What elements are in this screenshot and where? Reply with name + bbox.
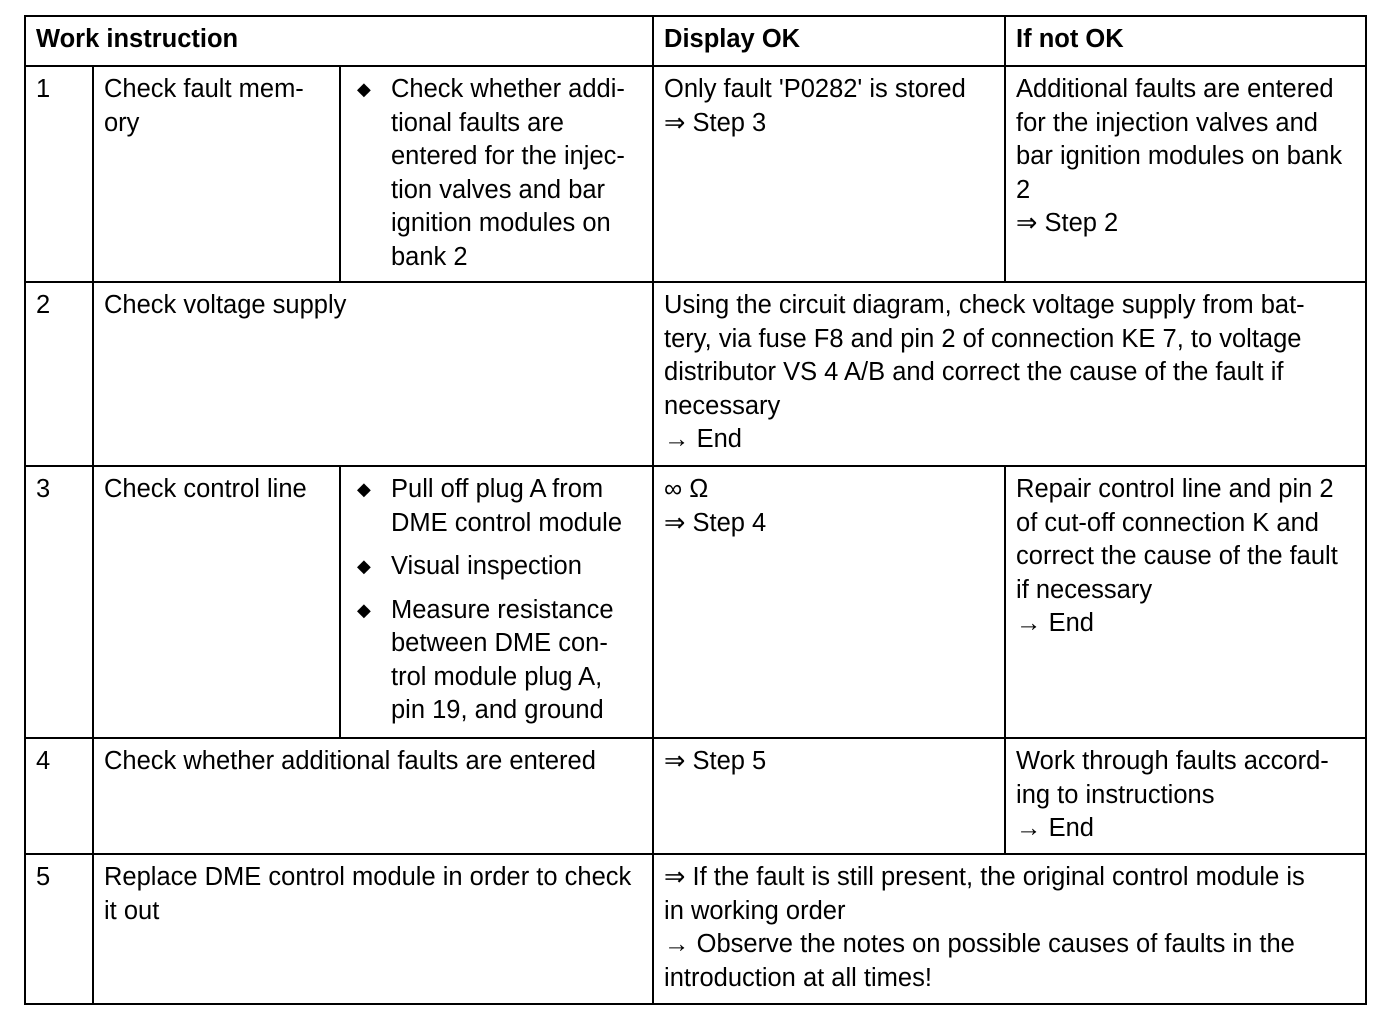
diamond-bullet-icon: ◆ (357, 556, 371, 576)
diamond-bullet-icon: ◆ (357, 599, 371, 620)
text-line: ignition modules on (391, 209, 611, 237)
diamond-bullet-icon: ◆ (357, 79, 371, 99)
display-ok-cell (653, 466, 1005, 738)
step-number: 2 (25, 282, 93, 466)
text-line: for the injection valves and (1016, 108, 1318, 137)
step-number: 5 (25, 854, 93, 1004)
text-line: → End (1016, 609, 1094, 637)
text-line: Repair control line and pin 2 (1016, 475, 1334, 503)
text-line: Measure resistance (391, 595, 614, 624)
action-item (351, 73, 644, 274)
text-line: → End (1016, 814, 1094, 842)
text-line: ⇒ Step 2 (1016, 209, 1119, 237)
display-ok-cell (653, 738, 1005, 854)
header-display-ok: Display OK (653, 16, 1005, 66)
step-number: 4 (25, 738, 93, 854)
table-row-step-5 (25, 854, 1366, 1004)
text-line: in working order (664, 896, 846, 925)
step-instruction (93, 854, 653, 1004)
header-row (25, 16, 1366, 66)
if-not-ok-cell (1005, 66, 1366, 282)
text-line: of cut-off connection K and (1016, 508, 1319, 537)
text-line: Using the circuit diagram, check voltage supply from bat- (664, 291, 1305, 319)
text-line: introduction at all times! (664, 963, 932, 992)
action-item (351, 473, 644, 540)
text-line: ⇒ Step 3 (664, 108, 767, 137)
text-line: 2 (1016, 175, 1031, 204)
text-line: bank 2 (391, 242, 468, 271)
text-line: necessary (664, 391, 781, 420)
step-instruction (93, 466, 340, 738)
text-line: Check control line (104, 475, 307, 503)
text-line: entered for the injec- (391, 142, 625, 170)
if-not-ok-cell (1005, 466, 1366, 738)
text-line: pin 19, and ground (391, 696, 604, 724)
table-row-step-3 (25, 466, 1366, 738)
result-cell (653, 282, 1366, 466)
text-line: Check fault mem- (104, 75, 304, 103)
text-line: distributor VS 4 A/B and correct the cause of the fault if (664, 358, 1284, 386)
step-instruction (93, 282, 653, 466)
diamond-bullet-icon: ◆ (357, 479, 371, 499)
text-line: Visual inspection (391, 552, 582, 580)
text-line: Additional faults are entered (1016, 75, 1334, 103)
table-row-step-1 (25, 66, 1366, 282)
text-line: → Observe the notes on possible causes of faults in the (664, 930, 1295, 958)
table-row-step-2 (25, 282, 1366, 466)
action-list (351, 73, 644, 274)
text-line: ory (104, 108, 140, 137)
action-text (391, 550, 644, 584)
if-not-ok-cell (1005, 738, 1366, 854)
text-line: tery, via fuse F8 and pin 2 of connection KE 7, to voltage (664, 324, 1302, 353)
text-line: Pull off plug A from (391, 475, 604, 503)
text-line: trol module plug A, (391, 662, 603, 691)
text-line: DME control module (391, 508, 623, 537)
text-line: → End (664, 425, 742, 453)
action-text (391, 594, 644, 728)
text-line: between DME con- (391, 629, 608, 657)
table-row-step-4 (25, 738, 1366, 854)
text-line: ⇒ If the fault is still present, the original control module is (664, 863, 1305, 891)
text-line: ⇒ Step 4 (664, 508, 767, 537)
action-text (391, 473, 644, 540)
action-item (351, 550, 644, 584)
text-line: Only fault 'P0282' is stored (664, 75, 966, 103)
text-line: Work through faults accord- (1016, 747, 1329, 775)
step-instruction (93, 738, 653, 854)
text-line: ing to instructions (1016, 780, 1215, 809)
action-list (351, 473, 644, 728)
text-line: ∞ Ω (664, 475, 709, 503)
text-line: tional faults are (391, 108, 564, 137)
step-number: 1 (25, 66, 93, 282)
work-instruction-table (24, 15, 1367, 1005)
text-line: Replace DME control module in order to check (104, 863, 632, 891)
text-line: Check voltage supply (104, 291, 347, 319)
step-number: 3 (25, 466, 93, 738)
step-actions (340, 66, 653, 282)
header-work-instruction: Work instruction (25, 16, 653, 66)
text-line: it out (104, 896, 160, 925)
display-ok-cell (653, 66, 1005, 282)
text-line: Check whether additional faults are entered (104, 747, 596, 775)
text-line: ⇒ Step 5 (664, 747, 767, 775)
action-text (391, 73, 644, 274)
step-instruction (93, 66, 340, 282)
text-line: if necessary (1016, 575, 1153, 604)
header-if-not-ok: If not OK (1005, 16, 1366, 66)
step-actions (340, 466, 653, 738)
text-line: tion valves and bar (391, 175, 606, 204)
action-item (351, 594, 644, 728)
text-line: bar ignition modules on bank (1016, 142, 1343, 170)
result-cell (653, 854, 1366, 1004)
text-line: correct the cause of the fault (1016, 542, 1338, 570)
text-line: Check whether addi- (391, 75, 625, 103)
